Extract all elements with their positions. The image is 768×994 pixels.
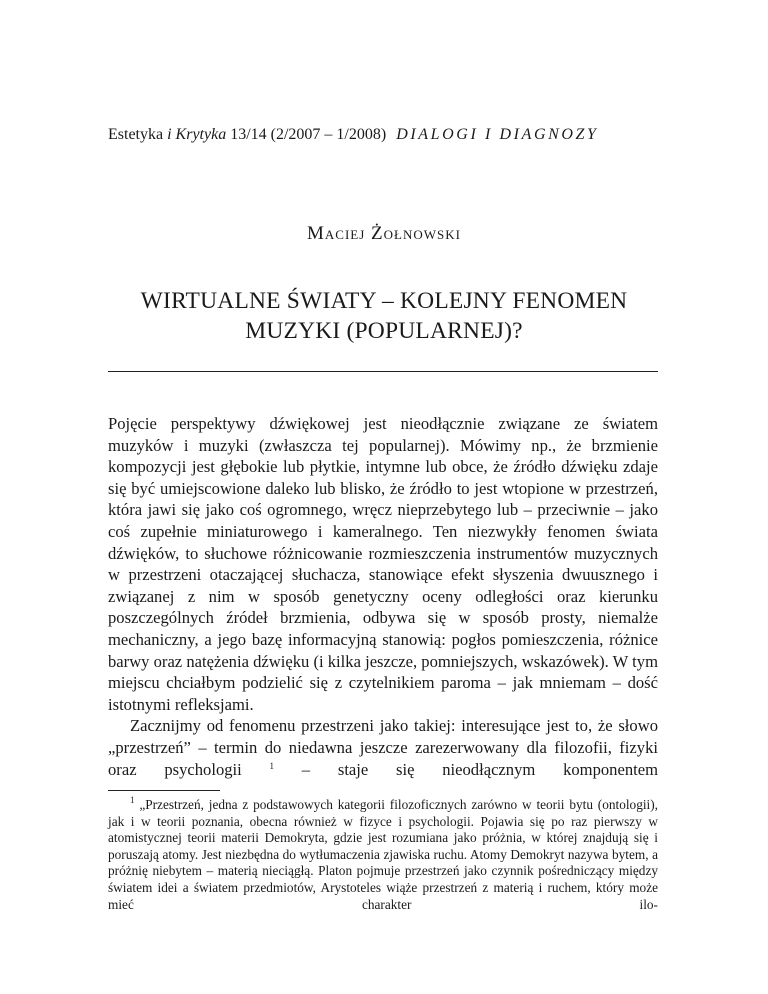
paragraph-2 (108, 715, 658, 780)
section-name: DIALOGI I DIAGNOZY (396, 126, 599, 143)
footnote (108, 797, 658, 913)
journal-name-conjunction: i (167, 126, 172, 143)
body-text (108, 413, 658, 780)
title-line-2: MUZYKI (POPULARNEJ)? (245, 318, 523, 344)
journal-name-part1: Estetyka (108, 126, 164, 143)
footnote-number: 1 (130, 795, 135, 805)
issue-number: 13/14 (2/2007 – 1/2008) (230, 126, 387, 143)
paragraph-2-continuation: – staje się nieodłącznym komponentem (274, 759, 659, 779)
title-line-1: WIRTUALNE ŚWIATY – KOLEJNY FENOMEN (140, 288, 628, 314)
running-header (108, 125, 668, 145)
journal-name-part2: Krytyka (175, 126, 227, 143)
article-title (100, 286, 668, 346)
footnote-paragraph (108, 797, 658, 913)
paragraph-1: Pojęcie perspektywy dźwiękowej jest nieodłącznie związane ze światem muzyków i muzyki (zwłaszcza tej popularnej). Mówimy np., że brzmienie kompozycji jest głębokie lub płytkie, intymne lub obce, że źródło dźwięku zdaje się być umiejscowione daleko lub blisko, że źródło to jest wtopione w przestrzeń, która jawi się jako coś ogromnego, wręcz nieprzebytego lub – przeciwnie – jako coś zupełnie miniaturowego i kameralnego. Ten niezwykły fenomen świata dźwięków, to słuchowe różnicowanie rozmieszczenia instrumentów muzycznych w przestrzeni otaczającej słuchacza, stanowiące efekt słyszenia dwuusznego i związanej z nim w sposób genetyczny oceny odległości oraz kierunku poszczególnych źródeł brzmienia, odbywa się w sposób prosty, niemalże mechaniczny, a jego bazę informacyjną stanowią: pogłos pomieszczenia, różnice barwy oraz natężenia dźwięku (i kilka jeszcze, pomniejszych, wskazówek). W tym miejscu chciałbym podzielić się z czytelnikiem paroma – jak mniemam – dość istotnymi refleksjami. (108, 414, 658, 714)
footnote-reference[interactable]: 1 (269, 760, 275, 771)
footnote-text: „Przestrzeń, jedna z podstawowych kategorii filozoficznych zarówno w teorii bytu (ontologii), jak i w teorii poznania, obecna również w fizyce i psychologii. Pojawia się po raz pierwszy w atomistycznej teorii materii Demokryta, gdzie jest rozumiana jako próżnia, w której znajdują się i poruszają atomy. Jest niezbędna do wytłumaczenia zjawiska ruchu. Atomy Demokryt nazywa bytem, a próżnię niebytem – materią nieciągłą. Platon pojmuje przestrzeń jako czynnik pośredniczący między światem idei a światem przedmiotów, Arystoteles wiąże przestrzeń z materią i ruchem, który może mieć charakter ilo- (108, 797, 658, 912)
footnote-divider (108, 790, 220, 791)
paragraph-2-text: Zacznijmy od fenomenu przestrzeni jako takiej: interesujące jest to, że słowo „przestrzeń” – termin do niedawna jeszcze zarezerwowany dla filozofii, fizyki oraz psychologii (108, 716, 658, 779)
title-divider (108, 371, 658, 372)
author-name: Maciej Żołnowski (307, 223, 461, 244)
